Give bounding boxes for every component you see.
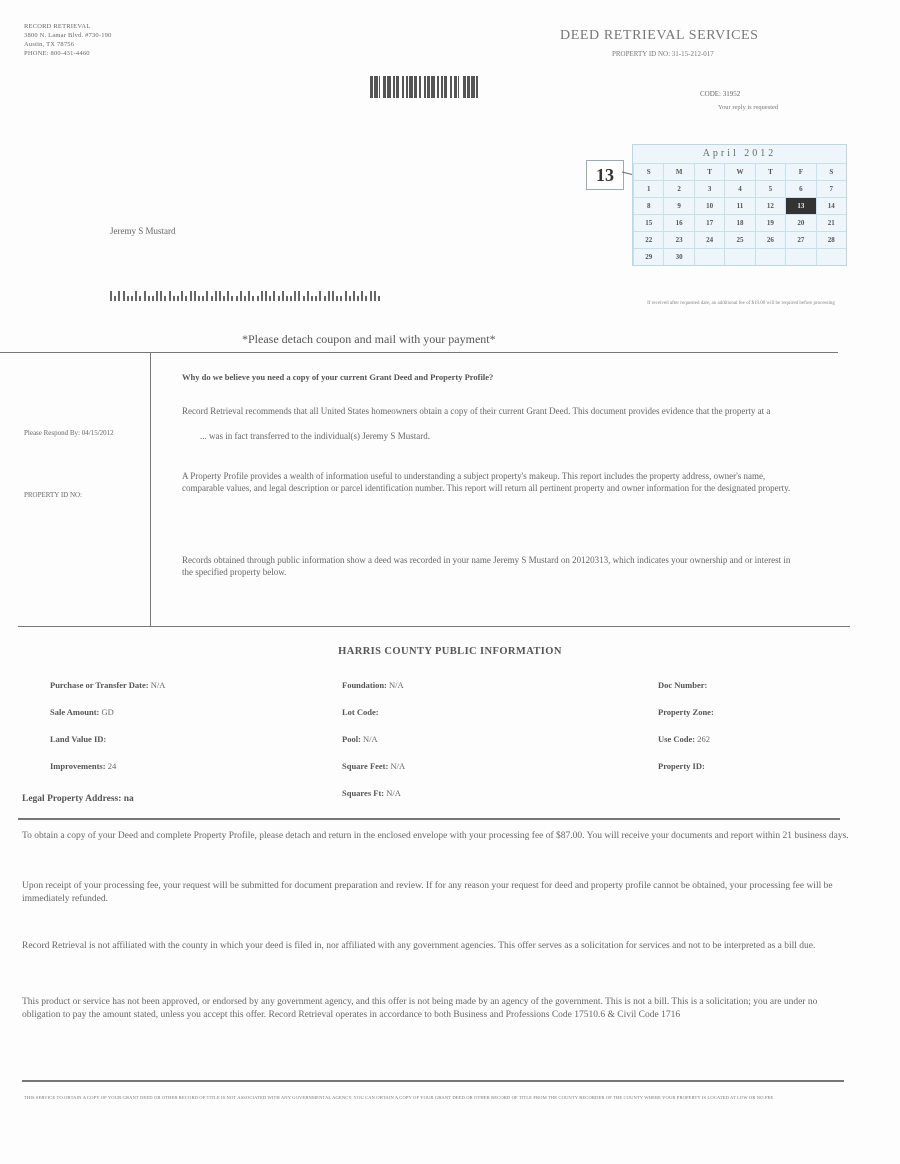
postal-barcode [110,283,410,293]
postal-bar [223,296,225,301]
recipient-name: Jeremy S Mustard [110,226,176,236]
field-label: Purchase or Transfer Date: [50,680,149,690]
coupon-divider [150,352,151,626]
postal-bar [265,291,267,301]
calendar-day: 20 [785,214,815,231]
calendar-day: 7 [816,180,846,197]
coupon-property-id-label: PROPERTY ID NO: [24,491,83,499]
calendar-day: 3 [694,180,724,197]
calendar-day: 5 [755,180,785,197]
field-squares-ft [342,788,405,815]
public-info-rule [18,818,840,820]
calendar-day: 9 [663,197,693,214]
sender-name: RECORD RETRIEVAL [24,23,91,30]
postal-bar [349,296,351,301]
calendar-grid [633,163,846,265]
postal-bar [303,296,305,301]
postal-bar [139,296,141,301]
postal-bar [307,291,309,301]
postal-bar [357,296,359,301]
coupon-question: Why do we believe you need a copy of your current Grant Deed and Property Profile? [182,372,494,382]
calendar-day: 12 [755,197,785,214]
calendar-note: If received after requested date, an additional fee of $19.00 will be required before processing [647,301,835,306]
detach-instruction: *Please detach coupon and mail with your payment* [242,332,496,346]
field-land-value [50,734,165,761]
calendar-weekday: F [785,163,815,180]
postal-bar [219,291,221,301]
postal-bar [135,291,137,301]
calendar-weekday: T [755,163,785,180]
coupon-paragraph-3: Records obtained through public information show a deed was recorded in your name Jeremy S Mustard on 20120313, which indicates your ownership and or interest in the specified property below. [182,555,791,577]
calendar-day: 26 [755,231,785,248]
calendar-day: 19 [755,214,785,231]
postal-bar [152,296,154,301]
field-value: 24 [107,761,117,771]
calendar-day: 2 [663,180,693,197]
postal-bar [164,296,166,301]
calendar-day: 25 [724,231,754,248]
postal-bar [345,291,347,301]
field-value: 262 [697,734,710,744]
postal-bar [148,296,150,301]
field-use-code [658,734,714,761]
legal-property-address: Legal Property Address: na [22,794,134,804]
postal-bar [332,291,334,301]
calendar-day-marker: 13 [586,160,624,190]
calendar-day: 27 [785,231,815,248]
calendar-day: 11 [724,197,754,214]
body-paragraph-3: Record Retrieval is not affiliated with the county in which your deed is filed in, nor affiliated with any government agencies. This offer serves as a solicitation for services and not to be interpreted as a bill due. [22,941,816,951]
field-label: Lot Code: [342,707,379,717]
postal-bar [206,291,208,301]
postal-bar [160,291,162,301]
field-label: Doc Number: [658,680,708,690]
sender-street: 3800 N. Lamar Blvd. #730-190 [24,32,112,39]
postal-bar [185,296,187,301]
postal-bar [244,296,246,301]
calendar-day: 6 [785,180,815,197]
body-paragraph-4: This product or service has not been approved, or endorsed by any government agency, and this offer is not being made by an agency of the government. This is not a bill. This is a solicitation; you are under no obligation to pay the amount stated, unless you accept this offer. Record Retrieval operates in accordance to both Business and Professions Code 17510.6 & Civil Code 1716 [22,997,818,1020]
postal-bar [131,296,133,301]
field-label: Sale Amount: [50,707,100,717]
postal-bar [353,291,355,301]
calendar-day: 4 [724,180,754,197]
field-label: Land Value ID: [50,734,107,744]
postal-bar [257,296,259,301]
postal-bar [273,291,275,301]
postal-bar [181,291,183,301]
public-info-title: HARRIS COUNTY PUBLIC INFORMATION [338,646,562,657]
field-value: N/A [386,788,401,798]
field-lot-code [342,707,405,734]
field-value: N/A [389,680,404,690]
calendar-day: 30 [663,248,693,265]
respond-by-label: Please Respond By: 04/15/2012 [24,429,114,437]
public-info-column-3 [658,680,714,788]
calendar-day [694,248,724,265]
postal-bar [227,291,229,301]
calendar-day: 17 [694,214,724,231]
field-label: Property Zone: [658,707,714,717]
field-sale-amount [50,707,165,734]
coupon-paragraph-2: A Property Profile provides a wealth of information useful to understanding a subject property's makeup. This report includes the property address, owner's name, comparable values, and legal description or parcel identification number. This report will return all pertinent property and owner information for the designated property. [182,471,791,493]
postal-bar [328,291,330,301]
postal-bar [298,291,300,301]
postal-bar [127,296,129,301]
postal-bar [173,296,175,301]
postal-bar [118,291,120,301]
postal-bar [294,291,296,301]
field-label: Improvements: [50,761,106,771]
postal-bar [370,291,372,301]
field-label: Foundation: [342,680,387,690]
postal-bar [378,296,380,301]
field-square-feet [342,761,405,788]
field-label: Use Code: [658,734,696,744]
postal-bar [361,291,363,301]
calendar-day: 22 [633,231,663,248]
postal-bar [261,291,263,301]
postal-bar [311,296,313,301]
field-label: Pool: [342,734,361,744]
calendar-day: 28 [816,231,846,248]
postal-bar [248,291,250,301]
company-name: DEED RETRIEVAL SERVICES [560,28,759,43]
postal-bar [190,291,192,301]
public-info-column-1 [50,680,165,788]
field-improvements [50,761,165,788]
calendar-day: 24 [694,231,724,248]
calendar-month: April 2012 [702,148,777,159]
code: CODE: 31952 [700,90,741,98]
calendar-day: 14 [816,197,846,214]
postal-bar [315,296,317,301]
reply-requested: Your reply is requested [718,104,779,111]
postal-bar [336,296,338,301]
public-info-column-2 [342,680,405,815]
postal-bar [340,296,342,301]
calendar-weekday: M [663,163,693,180]
postal-bar [198,296,200,301]
barcode [370,76,580,98]
calendar-day: 16 [663,214,693,231]
calendar-day: 13 [785,197,815,214]
calendar-day: 1 [633,180,663,197]
postal-bar [231,296,233,301]
field-transfer-date [50,680,165,707]
coupon-paragraph-1: Record Retrieval recommends that all United States homeowners obtain a copy of their current Grant Deed. This document provides evidence that the property at a [182,406,771,416]
postal-bar [144,291,146,301]
field-property-zone [658,707,714,734]
postal-bar [177,296,179,301]
postal-bar [194,291,196,301]
calendar-weekday: W [724,163,754,180]
field-label: Squares Ft: [342,788,385,798]
body-paragraph-1: To obtain a copy of your Deed and complete Property Profile, please detach and return in the enclosed envelope with your processing fee of $87.00. You will receive your documents and report within 21 business days. [22,831,849,841]
calendar-day: 21 [816,214,846,231]
postal-bar [365,296,367,301]
calendar-day: 10 [694,197,724,214]
field-foundation [342,680,405,707]
postal-bar [278,296,280,301]
coupon-top-rule [0,352,838,353]
postal-bar [324,296,326,301]
field-doc-number [658,680,714,707]
field-property-id [658,761,714,788]
calendar-day [785,248,815,265]
calendar [632,144,847,266]
field-value: N/A [390,761,406,771]
postal-bar [236,296,238,301]
field-label: Square Feet: [342,761,389,771]
coupon-bottom-rule [18,626,850,627]
calendar-weekday: S [633,163,663,180]
postal-bar [290,296,292,301]
postal-bar [215,291,217,301]
field-value: N/A [363,734,378,744]
body-paragraph-2: Upon receipt of your processing fee, your request will be submitted for document preparation and review. If for any reason your request for deed and property profile cannot be obtained, your processing fee will be immediately refunded. [22,881,833,904]
calendar-day: 15 [633,214,663,231]
postal-bar [211,296,213,301]
postal-bar [252,296,254,301]
field-value: N/A [150,680,166,690]
postal-bar [282,291,284,301]
postal-bar [286,296,288,301]
sender-city: Austin, TX 78756 [24,41,75,48]
calendar-weekday: T [694,163,724,180]
postal-bar [374,291,376,301]
calendar-day: 8 [633,197,663,214]
calendar-day: 29 [633,248,663,265]
calendar-day [816,248,846,265]
calendar-day [755,248,785,265]
fine-print-rule [22,1080,844,1082]
header-property-id: PROPERTY ID NO: 31-15-212-017 [612,50,714,58]
postal-bar [202,296,204,301]
postal-bar [240,291,242,301]
calendar-weekday: S [816,163,846,180]
calendar-day: 18 [724,214,754,231]
postal-bar [319,291,321,301]
postal-bar [156,291,158,301]
coupon-paragraph-1b: ... was in fact transferred to the individual(s) Jeremy S Mustard. [200,431,430,441]
postal-bar [169,291,171,301]
calendar-day [724,248,754,265]
postal-bar [114,296,116,301]
field-value: GD [101,707,114,717]
postal-bar [123,291,125,301]
field-pool [342,734,405,761]
calendar-day: 23 [663,231,693,248]
fine-print: THIS SERVICE TO OBTAIN A COPY OF YOUR GRANT DEED OR OTHER RECORD OF TITLE IS NOT ASSOCIATED WITH ANY GOVERNMENTAL AGENCY. YOU CAN OBTAIN A COPY OF YOUR GRANT DEED OR OTHER RECORD OF TITLE FROM THE COUNTY RECORDER OF THE COUNTY WHERE YOUR PROPERTY IS LOCATED AT LOW OR NO FEE. [24,1095,775,1100]
field-label: Property ID: [658,761,705,771]
sender-address [24,22,112,58]
barcode-bar [478,76,481,98]
sender-phone: PHONE: 800-431-4460 [24,50,90,57]
postal-bar [110,291,112,301]
postal-bar [269,296,271,301]
